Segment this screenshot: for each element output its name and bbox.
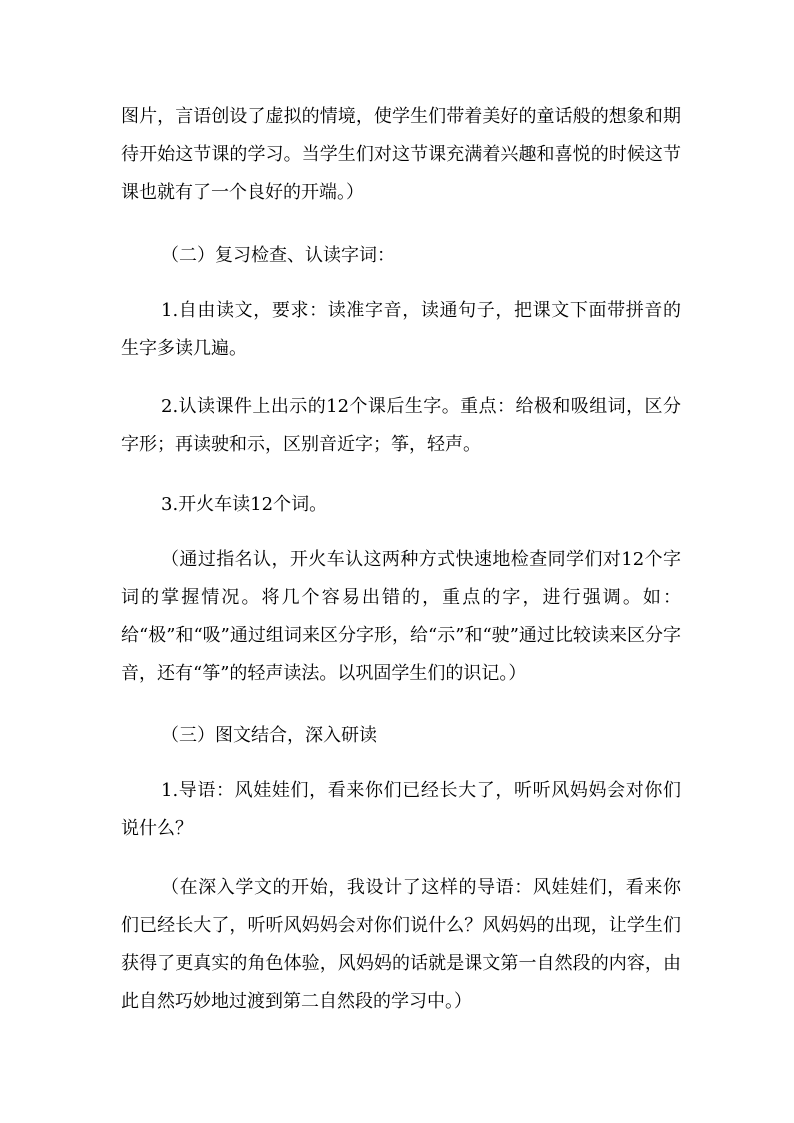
paragraph-guide-1: 1.导语：风娃娃们，看来你们已经长大了，听听风妈妈会对你们说什么？ (121, 780, 681, 839)
paragraph-guide-note: （在深入学文的开始，我设计了这样的导语：风娃娃们，看来你们已经长大了，听听风妈妈会对你们说什么？风妈妈的出现，让学生们获得了更真实的角色体验，风妈妈的话就是课文第一自然段的内容，由此自然巧妙地过渡到第二自然段的学习中。） (121, 877, 681, 1012)
paragraph-intro-continuation: 图片，言语创设了虚拟的情境，使学生们带着美好的童话般的想象和期待开始这节课的学习。当学生们对这节课充满着兴趣和喜悦的时候这节课也就有了一个良好的开端。） (121, 106, 681, 203)
section-heading-review: （二）复习检查、认读字词： (161, 245, 395, 266)
paragraph-step-1: 1.自由读文，要求：读准字音，读通句子，把课文下面带拼音的生字多读几遍。 (121, 300, 681, 359)
section-heading-reading: （三）图文结合，深入研读 (161, 725, 377, 746)
paragraph-step-3: 3.开火车读12个词。 (161, 494, 328, 515)
paragraph-step-2: 2.认读课件上出示的12个课后生字。重点：给极和吸组词，区分字形；再读驶和示，区别音近字；筝，轻声。 (121, 396, 681, 455)
paragraph-review-note: （通过指名认，开火车认这两种方式快速地检查同学们对12个字词的掌握情况。将几个容易出错的，重点的字，进行强调。如：给“极”和“吸”通过组词来区分字形，给“示”和“驶”通过比较读来区分字音，还有“筝”的轻声读法。以巩固学生们的识记。） (121, 549, 681, 684)
